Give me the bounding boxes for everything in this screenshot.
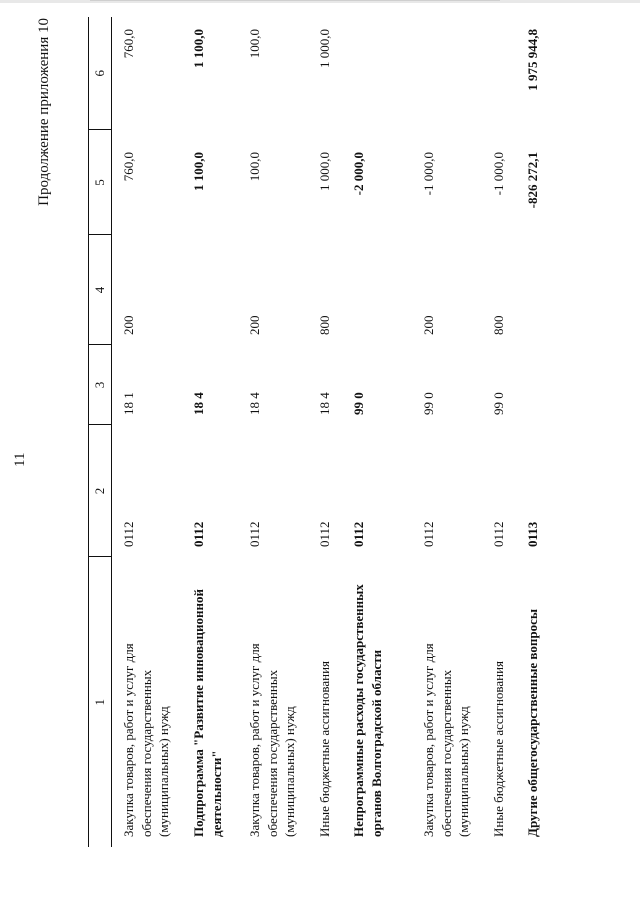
page-number: 11 <box>12 452 28 467</box>
expense-name: Иные бюджетные ассигнования <box>317 660 332 837</box>
target-article: 18 4 <box>317 392 332 415</box>
expense-name: Закупка товаров, работ и услуг для обеспечения государственных (муниципальных) нужд <box>247 643 298 837</box>
amount-change: 760,0 <box>121 152 136 182</box>
column-header: 1 <box>89 557 112 847</box>
amount-change: -1 000,0 <box>491 152 506 196</box>
target-article: 18 4 <box>247 392 262 415</box>
amount-change: -1 000,0 <box>421 152 436 196</box>
target-article: 99 0 <box>491 392 506 415</box>
section-code: 0112 <box>191 521 206 547</box>
amount-change: 100,0 <box>247 152 262 182</box>
section-code: 0112 <box>421 521 436 547</box>
target-article: 18 1 <box>121 392 136 415</box>
table-row <box>182 17 238 847</box>
amount-total: 100,0 <box>247 29 262 59</box>
amount-total <box>342 17 412 130</box>
expense-name: Подпрограмма "Развитие инновационной деятельности" <box>191 589 224 837</box>
expense-type: 800 <box>491 315 506 335</box>
amount-change: 1 100,0 <box>191 152 206 191</box>
table-row <box>412 17 482 847</box>
section-code: 0112 <box>247 521 262 547</box>
table-row <box>482 17 516 847</box>
expense-name: Закупка товаров, работ и услуг для обеспечения государственных (муниципальных) нужд <box>421 643 472 837</box>
amount-total: 1 975 944,8 <box>525 29 540 91</box>
target-article <box>516 345 572 425</box>
appendix-continuation-note: Продолжение приложения 10 <box>36 18 52 206</box>
expense-name: Закупка товаров, работ и услуг для обеспечения государственных (муниципальных) нужд <box>121 643 172 837</box>
amount-total: 1 100,0 <box>191 29 206 68</box>
expense-type <box>342 235 412 345</box>
section-code: 0112 <box>121 521 136 547</box>
expense-type <box>182 235 238 345</box>
target-article: 18 4 <box>191 392 206 415</box>
table-row <box>238 17 308 847</box>
column-header: 5 <box>89 130 112 235</box>
expense-type: 800 <box>317 315 332 335</box>
section-code: 0112 <box>491 521 506 547</box>
amount-total: 760,0 <box>121 29 136 59</box>
amount-total <box>482 17 516 130</box>
column-header: 4 <box>89 235 112 345</box>
expense-type: 200 <box>247 315 262 335</box>
table-row <box>112 17 183 847</box>
section-code: 0112 <box>317 521 332 547</box>
expense-type <box>516 235 572 345</box>
table-row <box>308 17 342 847</box>
expense-name: Иные бюджетные ассигнования <box>491 660 506 837</box>
column-number-header-row <box>89 17 112 847</box>
column-header: 2 <box>89 425 112 557</box>
section-code: 0113 <box>525 521 540 547</box>
expense-type: 200 <box>121 315 136 335</box>
target-article: 99 0 <box>351 392 366 415</box>
section-code: 0112 <box>351 521 366 547</box>
expense-name: Другие общегосударственные вопросы <box>525 609 540 837</box>
column-header: 3 <box>89 345 112 425</box>
column-header: 6 <box>89 17 112 130</box>
table-row <box>516 17 572 847</box>
expense-type: 200 <box>421 315 436 335</box>
amount-total: 1 000,0 <box>317 29 332 68</box>
amount-change: 1 000,0 <box>317 152 332 191</box>
amount-change: -826 272,1 <box>525 152 540 209</box>
target-article: 99 0 <box>421 392 436 415</box>
amount-total <box>412 17 482 130</box>
expense-name: Непрограммные расходы государственных органов Волгоградской области <box>351 584 384 837</box>
amount-change: -2 000,0 <box>351 152 366 196</box>
table-row <box>342 17 412 847</box>
budget-table <box>88 17 572 847</box>
